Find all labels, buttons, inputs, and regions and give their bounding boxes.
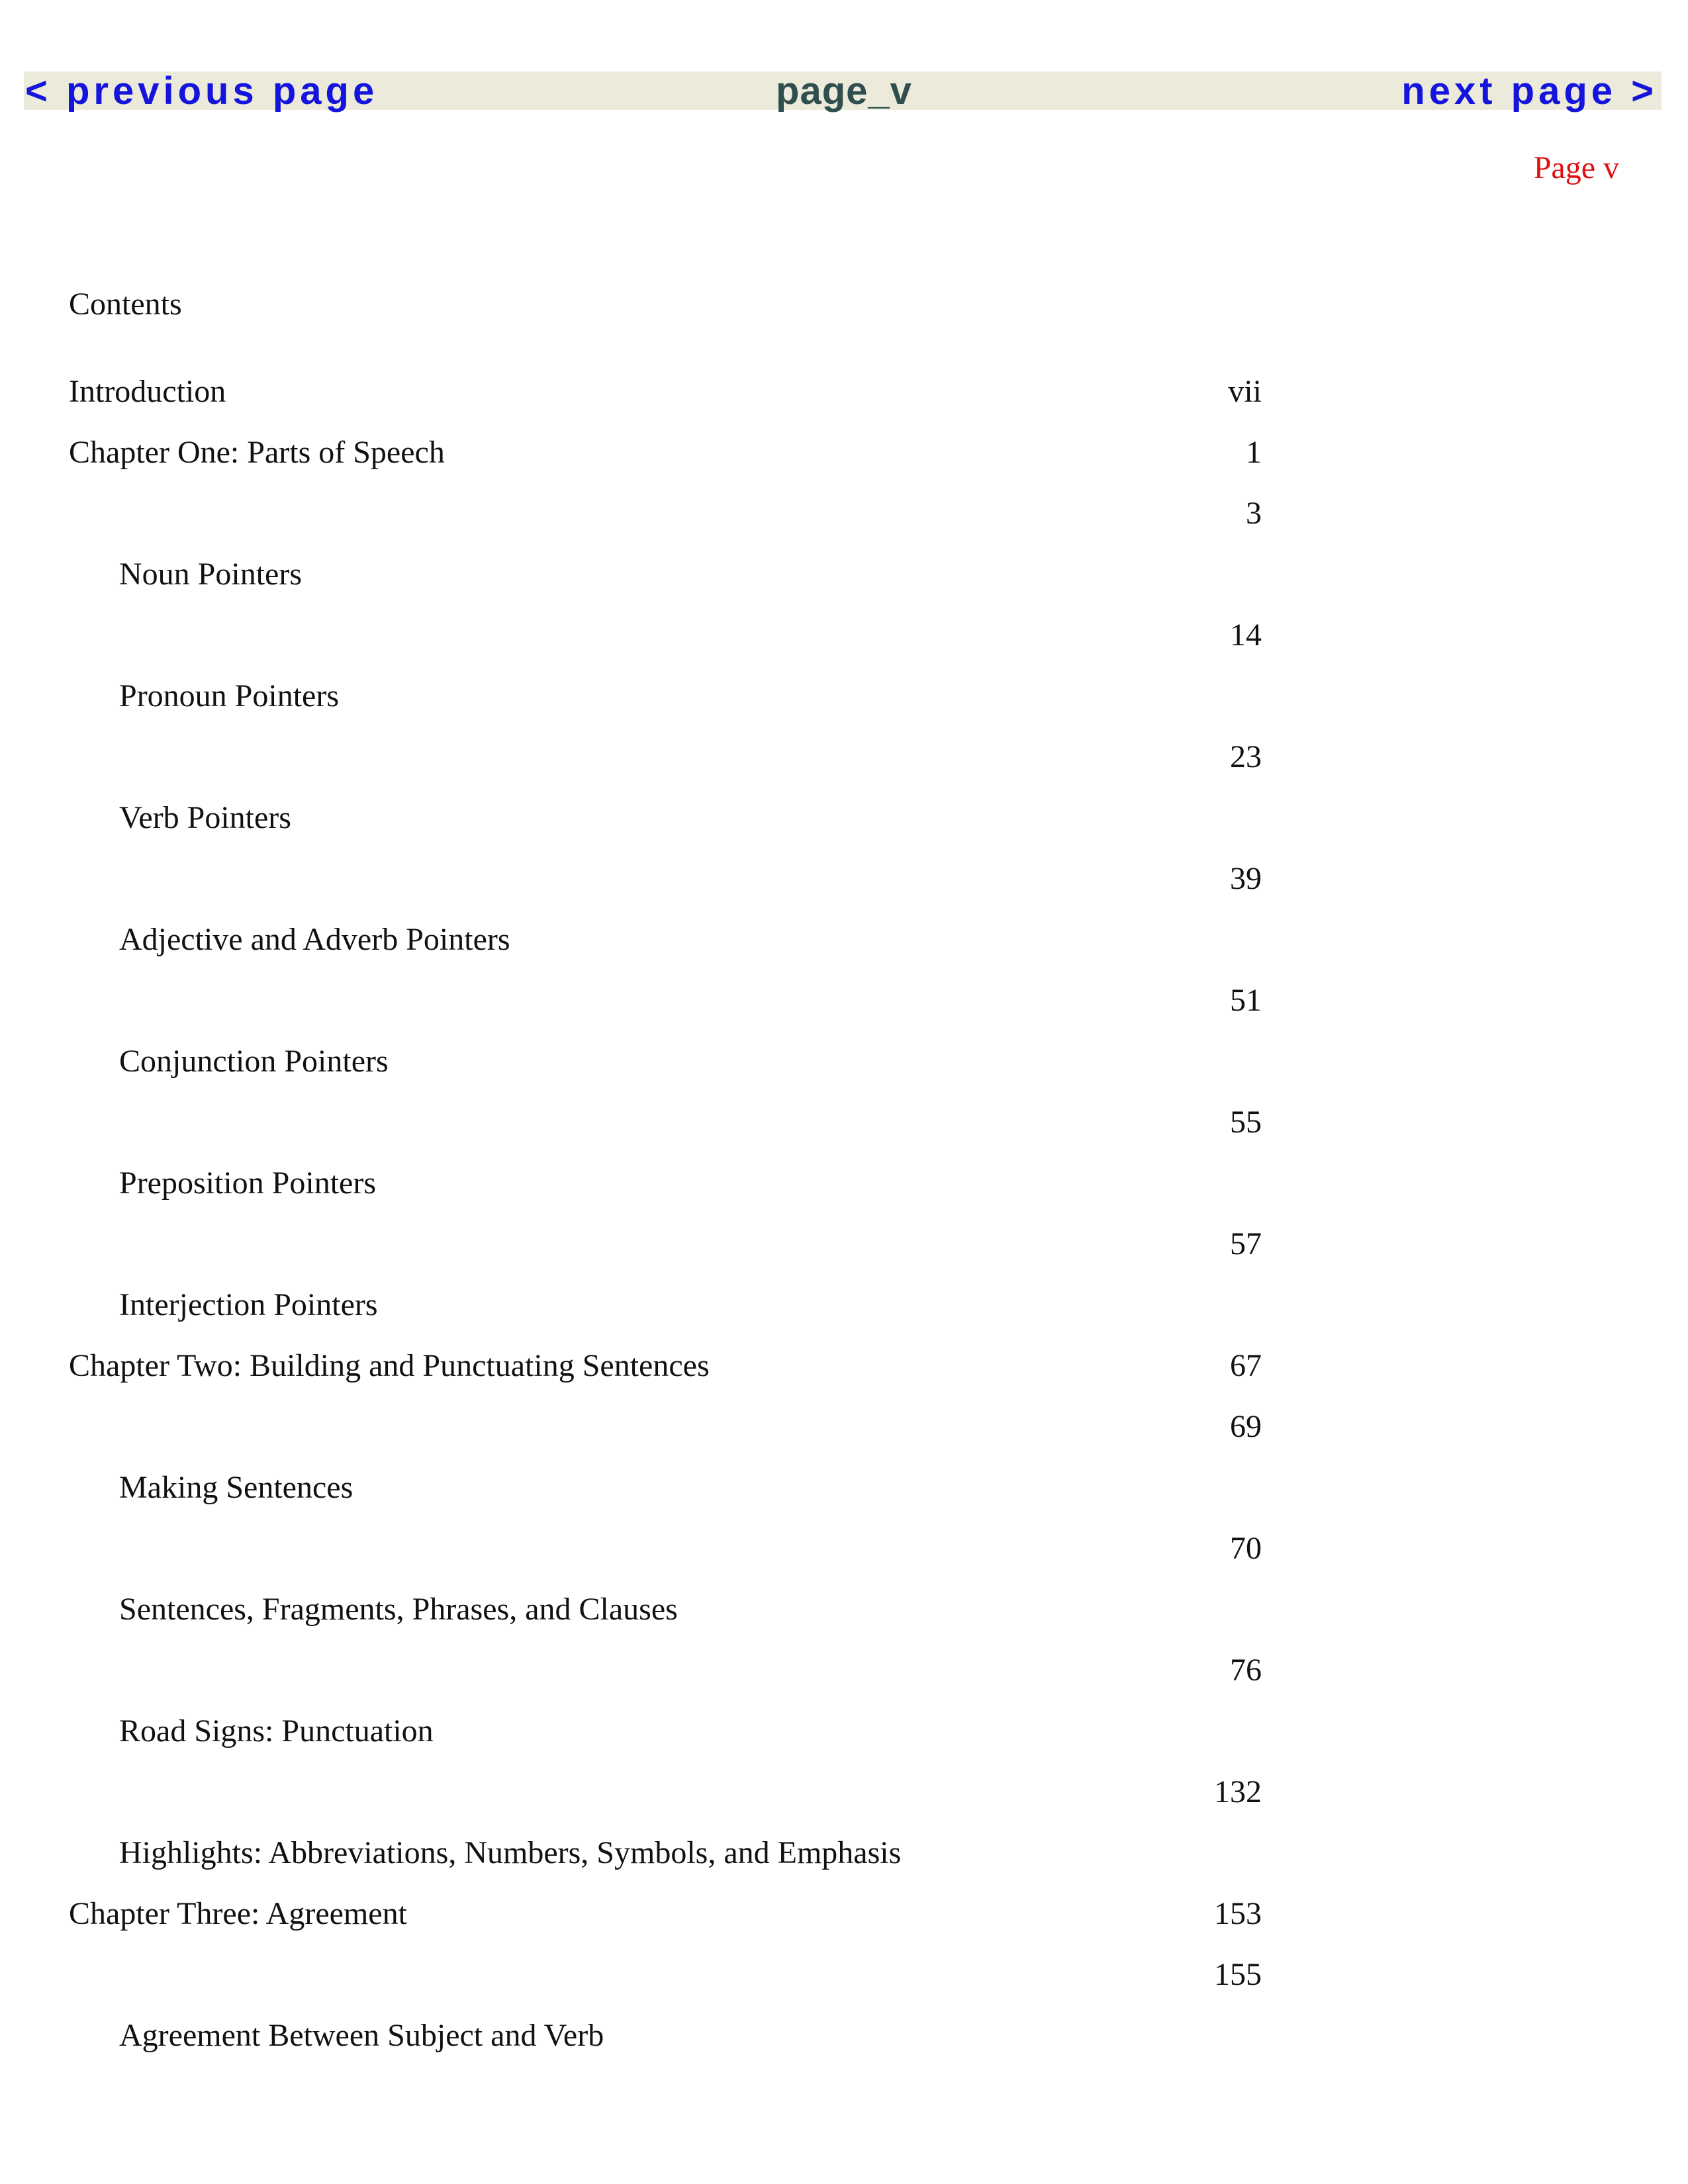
toc-chapter-title: Introduction bbox=[69, 374, 226, 409]
toc-section-title: Interjection Pointers bbox=[119, 1287, 378, 1322]
toc-page-number: 39 bbox=[1230, 861, 1262, 896]
toc-page-number: 1 bbox=[1246, 435, 1262, 470]
toc-page-number: 55 bbox=[1230, 1105, 1262, 1140]
toc-page-number: 155 bbox=[1214, 1957, 1262, 1992]
toc-page-number: 23 bbox=[1230, 739, 1262, 774]
toc-page-number: 132 bbox=[1214, 1774, 1262, 1809]
toc-section-title: Conjunction Pointers bbox=[119, 1044, 389, 1079]
toc-page-number: 67 bbox=[1230, 1348, 1262, 1383]
toc-chapter-title: Chapter One: Parts of Speech bbox=[69, 435, 445, 470]
toc-chapter-title: Chapter Two: Building and Punctuating Sentences bbox=[69, 1348, 710, 1383]
toc-section-title: Adjective and Adverb Pointers bbox=[119, 922, 510, 957]
page-number-marker: Page v bbox=[1533, 150, 1619, 185]
page-title: page_v bbox=[776, 69, 912, 113]
toc-chapter-title: Chapter Three: Agreement bbox=[69, 1896, 407, 1931]
previous-page-link[interactable]: < previous page bbox=[25, 69, 379, 113]
toc-page-number: 69 bbox=[1230, 1409, 1262, 1444]
toc-page-number: 57 bbox=[1230, 1226, 1262, 1261]
toc-page-number: 76 bbox=[1230, 1653, 1262, 1688]
toc-section-title: Noun Pointers bbox=[119, 557, 302, 592]
toc-page-number: vii bbox=[1228, 374, 1262, 409]
toc-section-title: Preposition Pointers bbox=[119, 1165, 377, 1201]
toc-page-number: 153 bbox=[1214, 1896, 1262, 1931]
toc-section-title: Sentences, Fragments, Phrases, and Clauses bbox=[119, 1592, 678, 1627]
toc-section-title: Pronoun Pointers bbox=[119, 678, 340, 713]
next-page-link[interactable]: next page > bbox=[1401, 69, 1658, 113]
toc-page-number: 14 bbox=[1230, 617, 1262, 653]
toc-page-number: 51 bbox=[1230, 983, 1262, 1018]
toc-section-title: Road Signs: Punctuation bbox=[119, 1713, 434, 1749]
toc-page-number: 3 bbox=[1246, 496, 1262, 531]
toc-page-number: 70 bbox=[1230, 1531, 1262, 1566]
toc-section-title: Making Sentences bbox=[119, 1470, 353, 1505]
toc-section-title: Highlights: Abbreviations, Numbers, Symbols, and Emphasis bbox=[119, 1835, 902, 1870]
toc-section-title: Agreement Between Subject and Verb bbox=[119, 2018, 604, 2053]
toc-section-title: Verb Pointers bbox=[119, 800, 291, 835]
contents-heading: Contents bbox=[69, 287, 182, 322]
